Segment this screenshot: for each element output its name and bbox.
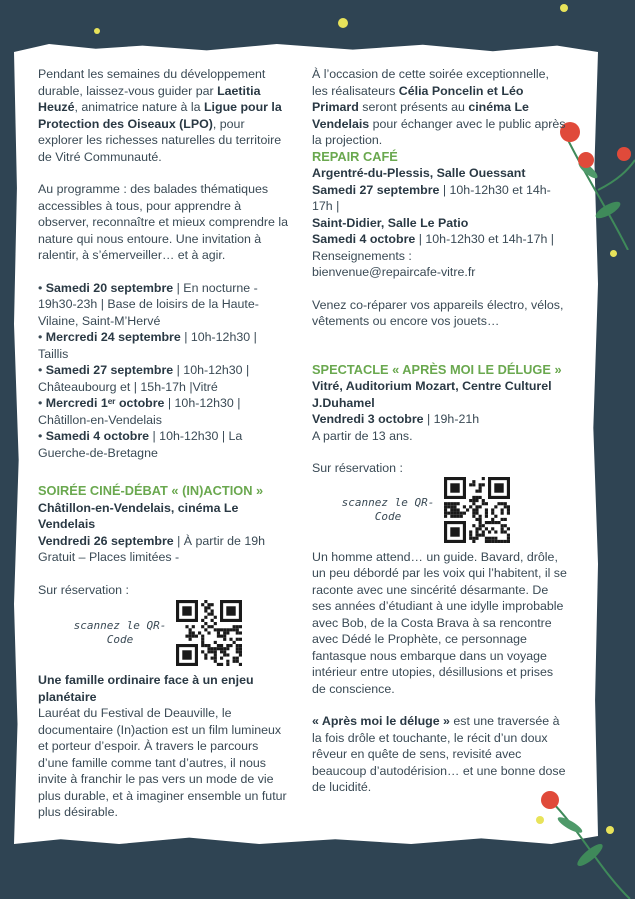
cine-subtitle: Une famille ordinaire face à un enjeu planétaire: [38, 673, 254, 704]
spectacle-description-2: « Après moi le déluge » est une traversée à la fois drôle et touchante, le récit d’un doux rêveur en quête de sens, revisité avec beaucoup d’autodérision… et une bonne dose de lucidité.: [312, 714, 566, 794]
list-item: • Mercredi 1ᵉʳ octobre | 10h-12h30 | Châtillon-en-Vendelais: [38, 396, 241, 427]
repair-place-1: Argentré-du-Plessis, Salle Ouessant: [312, 166, 526, 180]
list-item: • Samedi 20 septembre | En nocturne - 19h30-23h | Base de loisirs de la Haute-Vilaine, Saint-M’Hervé: [38, 280, 259, 328]
spectacle-title: SPECTACLE « APRÈS MOI LE DÉLUGE »: [312, 361, 562, 377]
repair-place-2: Saint-Didier, Salle Le Patio: [312, 215, 469, 230]
spectacle-place: Vitré, Auditorium Mozart, Centre Culturel J.Duhamel: [312, 379, 552, 410]
list-item: • Mercredi 24 septembre | 10h-12h30 | Taillis: [38, 330, 257, 361]
cine-date: Vendredi 26 septembre | À partir de 19h: [38, 533, 266, 548]
spectacle-age: A partir de 13 ans.: [312, 428, 413, 443]
left-column: [38, 66, 288, 821]
repair-description: Venez co-réparer vos appareils électro, vélos, vêtements ou encore vos jouets…: [312, 297, 564, 328]
spectacle-date: Vendredi 3 octobre | 19h-21h: [312, 412, 480, 426]
list-item: • Samedi 27 septembre | 10h-12h30 | Châteaubourg et | 15h-17h |Vitré: [38, 363, 250, 394]
soiree-paragraph: À l’occasion de cette soirée exceptionnelle, les réalisateurs Célia Poncelin et Léo Primard seront présents au cinéma Le Vendelais pour échanger avec le public après la projection.: [312, 67, 566, 147]
intro-paragraph: Pendant les semaines du développement durable, laissez-vous guider par Laetitia Heuzé, animatrice nature à la Ligue pour la Protection des Oiseaux (LPO), pour explorer les richesses naturelles du territoire de Vitré Communauté.: [38, 67, 282, 164]
list-item: • Samedi 4 octobre | 10h-12h30 | La Guerche-de-Bretagne: [38, 429, 243, 460]
spectacle-description: Un homme attend… un guide. Bavard, drôle, un peu débordé par les voix qui l’habitent, il se raconte avec une sincérité désarmante. De ses années d’étudiant à une idylle improbable avec Bob, de la Costa Brava à sa rencontre avec Dédé le Prophète, ce personnage fantasque nous embarque dans un voyage intérieur entre utopies, désillusions et prises de conscience.: [312, 549, 567, 696]
spectacle-reservation-label: Sur réservation :: [312, 461, 403, 475]
programme-paragraph: Au programme : des balades thématiques accessibles à tous, pour apprendre à observer, reconnaître et mieux comprendre la nature qui nous entoure. Une invitation à ralentir, à s’émerveiller… et à agir.: [38, 182, 289, 262]
qr-code-spectacle[interactable]: [444, 477, 510, 543]
background-dot: [94, 28, 100, 34]
background-dot: [560, 4, 568, 12]
right-column: [312, 66, 568, 796]
repair-date-1: Samedi 27 septembre | 10h-12h30 et 14h-17h |: [312, 182, 551, 213]
repair-cafe-title: REPAIR CAFÉ: [312, 148, 398, 164]
repair-date-2: Samedi 4 octobre | 10h-12h30 et 14h-17h |: [312, 232, 555, 246]
cine-place: Châtillon-en-Vendelais, cinéma Le Vendelais: [38, 500, 239, 531]
repair-email-link[interactable]: bienvenue@repaircafe-vitre.fr: [312, 265, 476, 279]
repair-info-label: Renseignements :: [312, 248, 412, 263]
cine-info: Gratuit – Places limitées -: [38, 550, 180, 564]
scan-qr-label: scannez le QR-Code: [73, 619, 167, 646]
qr-code-cine[interactable]: [176, 600, 242, 666]
background-dot: [338, 18, 348, 28]
balade-dates-list: [38, 280, 288, 462]
cine-debat-title: SOIRÉE CINÉ-DÉBAT « (IN)ACTION »: [38, 483, 264, 498]
cine-description: Lauréat du Festival de Deauville, le documentaire (In)action est un film lumineux et porteur d’espoir. À travers le parcours d’une famille comme tant d’autres, il nous invite à franchir le pas vers un mode de vie plus durable, et à imaginer ensemble un futur plus désirable.: [38, 706, 287, 819]
scan-qr-label: scannez le QR-Code: [341, 495, 435, 523]
background-dot: [610, 250, 617, 257]
cine-reservation-label: Sur réservation :: [38, 582, 129, 597]
